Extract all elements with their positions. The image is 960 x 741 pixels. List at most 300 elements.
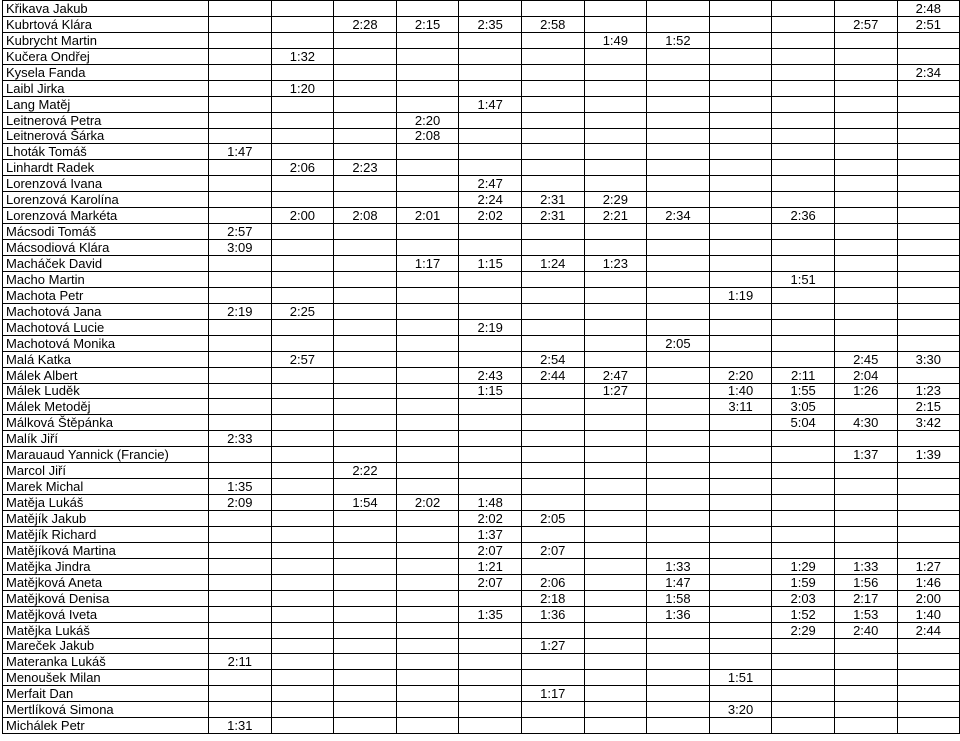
time-cell xyxy=(271,240,334,256)
time-cell xyxy=(271,558,334,574)
time-cell xyxy=(209,80,272,96)
time-cell xyxy=(459,1,522,17)
time-cell xyxy=(271,112,334,128)
time-cell xyxy=(897,240,960,256)
runner-name: Málková Štěpánka xyxy=(3,415,209,431)
time-cell xyxy=(459,144,522,160)
time-cell xyxy=(521,48,584,64)
time-cell xyxy=(396,160,459,176)
time-cell xyxy=(897,32,960,48)
time-cell xyxy=(647,64,710,80)
time-cell xyxy=(897,431,960,447)
time-cell xyxy=(209,271,272,287)
table-row xyxy=(3,463,960,479)
time-cell xyxy=(271,224,334,240)
time-cell xyxy=(834,670,897,686)
time-cell xyxy=(209,32,272,48)
table-row xyxy=(3,622,960,638)
time-cell xyxy=(209,64,272,80)
time-cell xyxy=(271,670,334,686)
time-cell: 2:08 xyxy=(334,208,397,224)
time-cell xyxy=(396,463,459,479)
table-row xyxy=(3,303,960,319)
time-cell xyxy=(584,319,647,335)
time-cell xyxy=(834,160,897,176)
time-cell xyxy=(897,271,960,287)
time-cell xyxy=(834,287,897,303)
time-cell: 2:22 xyxy=(334,463,397,479)
time-cell xyxy=(271,176,334,192)
runner-name: Materanka Lukáš xyxy=(3,654,209,670)
time-cell xyxy=(209,319,272,335)
time-cell xyxy=(459,287,522,303)
time-cell xyxy=(584,303,647,319)
time-cell xyxy=(709,622,772,638)
time-cell xyxy=(647,240,710,256)
time-cell xyxy=(521,240,584,256)
time-cell xyxy=(584,574,647,590)
time-cell xyxy=(209,367,272,383)
time-cell xyxy=(521,447,584,463)
time-cell xyxy=(709,319,772,335)
time-cell xyxy=(772,64,835,80)
time-cell: 2:36 xyxy=(772,208,835,224)
time-cell: 1:17 xyxy=(396,256,459,272)
time-cell xyxy=(584,511,647,527)
time-cell xyxy=(584,224,647,240)
runner-name: Lorenzová Karolína xyxy=(3,192,209,208)
time-cell xyxy=(772,112,835,128)
time-cell: 2:02 xyxy=(459,208,522,224)
time-cell: 2:47 xyxy=(459,176,522,192)
table-row xyxy=(3,16,960,32)
time-cell xyxy=(834,511,897,527)
time-cell: 1:20 xyxy=(271,80,334,96)
time-cell xyxy=(647,96,710,112)
table-row xyxy=(3,606,960,622)
time-cell xyxy=(521,96,584,112)
runner-name: Málek Luděk xyxy=(3,383,209,399)
time-cell xyxy=(209,606,272,622)
time-cell xyxy=(334,383,397,399)
time-cell xyxy=(709,558,772,574)
time-cell: 2:29 xyxy=(772,622,835,638)
table-row xyxy=(3,558,960,574)
runner-name: Matějková Aneta xyxy=(3,574,209,590)
time-cell xyxy=(271,64,334,80)
time-cell xyxy=(647,415,710,431)
time-cell: 2:44 xyxy=(521,367,584,383)
time-cell xyxy=(897,526,960,542)
time-cell: 2:23 xyxy=(334,160,397,176)
time-cell xyxy=(459,335,522,351)
time-cell xyxy=(209,702,272,718)
time-cell: 1:48 xyxy=(459,495,522,511)
time-cell: 2:31 xyxy=(521,208,584,224)
runner-name: Michálek Petr xyxy=(3,718,209,734)
time-cell: 2:57 xyxy=(834,16,897,32)
time-cell xyxy=(271,192,334,208)
time-cell xyxy=(709,335,772,351)
time-cell xyxy=(396,319,459,335)
time-cell xyxy=(396,718,459,734)
time-cell xyxy=(584,702,647,718)
table-row xyxy=(3,128,960,144)
time-cell xyxy=(584,558,647,574)
time-cell xyxy=(647,16,710,32)
time-cell xyxy=(334,542,397,558)
time-cell xyxy=(396,606,459,622)
time-cell xyxy=(834,335,897,351)
time-cell xyxy=(209,590,272,606)
time-cell xyxy=(834,192,897,208)
time-cell xyxy=(834,32,897,48)
time-cell xyxy=(647,447,710,463)
time-cell xyxy=(334,256,397,272)
time-cell xyxy=(897,176,960,192)
time-cell xyxy=(709,271,772,287)
runner-name: Matěja Lukáš xyxy=(3,495,209,511)
time-cell xyxy=(459,654,522,670)
time-cell: 2:06 xyxy=(521,574,584,590)
runner-name: Merfait Dan xyxy=(3,686,209,702)
time-cell xyxy=(521,271,584,287)
time-cell xyxy=(396,686,459,702)
time-cell: 2:34 xyxy=(897,64,960,80)
time-cell xyxy=(209,48,272,64)
time-cell xyxy=(584,80,647,96)
time-cell xyxy=(709,1,772,17)
time-cell: 1:40 xyxy=(897,606,960,622)
time-cell: 1:15 xyxy=(459,256,522,272)
time-cell xyxy=(396,351,459,367)
time-cell: 1:37 xyxy=(834,447,897,463)
time-cell xyxy=(647,319,710,335)
time-cell xyxy=(209,638,272,654)
results-table xyxy=(2,0,960,734)
time-cell xyxy=(709,495,772,511)
time-cell xyxy=(647,383,710,399)
time-cell xyxy=(521,144,584,160)
time-cell xyxy=(647,622,710,638)
time-cell xyxy=(396,144,459,160)
time-cell xyxy=(521,718,584,734)
table-row xyxy=(3,542,960,558)
time-cell: 2:07 xyxy=(459,542,522,558)
time-cell xyxy=(334,351,397,367)
time-cell: 1:15 xyxy=(459,383,522,399)
time-cell xyxy=(396,415,459,431)
time-cell: 2:19 xyxy=(459,319,522,335)
time-cell: 1:19 xyxy=(709,287,772,303)
time-cell xyxy=(271,479,334,495)
time-cell xyxy=(396,558,459,574)
time-cell xyxy=(271,383,334,399)
time-cell xyxy=(772,224,835,240)
time-cell xyxy=(647,256,710,272)
time-cell xyxy=(834,224,897,240)
time-cell xyxy=(647,287,710,303)
time-cell xyxy=(271,463,334,479)
time-cell: 1:59 xyxy=(772,574,835,590)
time-cell xyxy=(271,32,334,48)
runner-name: Matějík Richard xyxy=(3,526,209,542)
runner-name: Malá Katka xyxy=(3,351,209,367)
time-cell: 2:28 xyxy=(334,16,397,32)
time-cell xyxy=(396,287,459,303)
time-cell xyxy=(647,351,710,367)
time-cell xyxy=(521,670,584,686)
time-cell xyxy=(459,431,522,447)
time-cell xyxy=(209,287,272,303)
time-cell: 2:04 xyxy=(834,367,897,383)
time-cell xyxy=(521,431,584,447)
table-row xyxy=(3,287,960,303)
table-row xyxy=(3,670,960,686)
time-cell xyxy=(647,192,710,208)
time-cell xyxy=(459,447,522,463)
time-cell xyxy=(396,367,459,383)
time-cell xyxy=(834,479,897,495)
time-cell xyxy=(334,415,397,431)
time-cell xyxy=(334,526,397,542)
table-row xyxy=(3,64,960,80)
time-cell xyxy=(584,160,647,176)
runner-name: Kučera Ondřej xyxy=(3,48,209,64)
time-cell xyxy=(459,224,522,240)
time-cell xyxy=(459,399,522,415)
table-row xyxy=(3,112,960,128)
time-cell xyxy=(334,319,397,335)
time-cell xyxy=(897,718,960,734)
runner-name: Machota Petr xyxy=(3,287,209,303)
time-cell xyxy=(209,192,272,208)
time-cell xyxy=(647,128,710,144)
time-cell xyxy=(897,224,960,240)
time-cell xyxy=(834,431,897,447)
time-cell: 1:33 xyxy=(647,558,710,574)
time-cell: 1:36 xyxy=(647,606,710,622)
time-cell: 2:43 xyxy=(459,367,522,383)
time-cell xyxy=(271,574,334,590)
time-cell xyxy=(271,686,334,702)
time-cell: 2:35 xyxy=(459,16,522,32)
time-cell xyxy=(271,495,334,511)
time-cell xyxy=(834,718,897,734)
time-cell xyxy=(647,1,710,17)
runner-name: Macháček David xyxy=(3,256,209,272)
time-cell xyxy=(584,622,647,638)
time-cell xyxy=(459,463,522,479)
time-cell xyxy=(334,80,397,96)
runner-name: Lorenzová Ivana xyxy=(3,176,209,192)
time-cell xyxy=(271,431,334,447)
time-cell xyxy=(459,240,522,256)
time-cell xyxy=(647,144,710,160)
time-cell: 1:47 xyxy=(209,144,272,160)
time-cell xyxy=(584,654,647,670)
time-cell xyxy=(897,80,960,96)
table-row xyxy=(3,208,960,224)
time-cell xyxy=(647,526,710,542)
time-cell xyxy=(584,112,647,128)
time-cell xyxy=(334,511,397,527)
time-cell xyxy=(897,542,960,558)
time-cell: 2:33 xyxy=(209,431,272,447)
time-cell xyxy=(772,511,835,527)
time-cell: 1:52 xyxy=(772,606,835,622)
time-cell: 2:02 xyxy=(459,511,522,527)
time-cell: 3:11 xyxy=(709,399,772,415)
time-cell xyxy=(772,287,835,303)
time-cell xyxy=(772,463,835,479)
time-cell xyxy=(584,526,647,542)
time-cell xyxy=(334,64,397,80)
time-cell xyxy=(709,590,772,606)
time-cell xyxy=(521,479,584,495)
time-cell xyxy=(271,335,334,351)
time-cell xyxy=(897,335,960,351)
time-cell xyxy=(647,638,710,654)
time-cell xyxy=(709,526,772,542)
time-cell xyxy=(709,112,772,128)
time-cell xyxy=(271,319,334,335)
time-cell xyxy=(334,192,397,208)
time-cell xyxy=(584,431,647,447)
time-cell xyxy=(772,495,835,511)
time-cell xyxy=(334,1,397,17)
time-cell xyxy=(709,48,772,64)
table-row xyxy=(3,192,960,208)
time-cell: 1:27 xyxy=(584,383,647,399)
time-cell xyxy=(584,542,647,558)
time-cell xyxy=(772,256,835,272)
time-cell xyxy=(209,128,272,144)
time-cell xyxy=(271,415,334,431)
time-cell: 1:47 xyxy=(647,574,710,590)
time-cell xyxy=(334,303,397,319)
time-cell xyxy=(271,287,334,303)
time-cell xyxy=(209,558,272,574)
time-cell xyxy=(772,702,835,718)
time-cell xyxy=(209,463,272,479)
time-cell: 2:21 xyxy=(584,208,647,224)
time-cell xyxy=(396,622,459,638)
time-cell xyxy=(897,96,960,112)
time-cell xyxy=(709,638,772,654)
time-cell xyxy=(521,1,584,17)
time-cell: 2:19 xyxy=(209,303,272,319)
time-cell xyxy=(584,590,647,606)
time-cell: 1:23 xyxy=(897,383,960,399)
time-cell xyxy=(459,479,522,495)
time-cell xyxy=(834,128,897,144)
time-cell: 3:42 xyxy=(897,415,960,431)
time-cell: 2:06 xyxy=(271,160,334,176)
time-cell xyxy=(584,606,647,622)
time-cell xyxy=(396,431,459,447)
runner-name: Mareček Jakub xyxy=(3,638,209,654)
time-cell xyxy=(709,256,772,272)
time-cell xyxy=(647,542,710,558)
time-cell xyxy=(334,702,397,718)
time-cell xyxy=(459,271,522,287)
time-cell xyxy=(897,48,960,64)
time-cell xyxy=(584,96,647,112)
table-row xyxy=(3,256,960,272)
time-cell: 2:02 xyxy=(396,495,459,511)
time-cell xyxy=(834,96,897,112)
table-row xyxy=(3,718,960,734)
time-cell xyxy=(584,271,647,287)
table-row xyxy=(3,335,960,351)
time-cell xyxy=(209,16,272,32)
runner-name: Málek Metoděj xyxy=(3,399,209,415)
time-cell xyxy=(521,654,584,670)
time-cell xyxy=(334,447,397,463)
time-cell xyxy=(584,48,647,64)
time-cell xyxy=(396,670,459,686)
time-cell xyxy=(709,96,772,112)
time-cell xyxy=(647,224,710,240)
time-cell xyxy=(584,415,647,431)
time-cell xyxy=(396,80,459,96)
time-cell: 1:51 xyxy=(772,271,835,287)
time-cell xyxy=(396,224,459,240)
time-cell xyxy=(334,590,397,606)
time-cell xyxy=(459,64,522,80)
time-cell xyxy=(834,542,897,558)
time-cell xyxy=(897,208,960,224)
time-cell: 2:09 xyxy=(209,495,272,511)
runner-name: Machotová Monika xyxy=(3,335,209,351)
time-cell: 2:48 xyxy=(897,1,960,17)
time-cell xyxy=(521,319,584,335)
time-cell xyxy=(834,319,897,335)
table-row xyxy=(3,702,960,718)
time-cell xyxy=(647,479,710,495)
runner-name: Kysela Fanda xyxy=(3,64,209,80)
time-cell xyxy=(834,526,897,542)
time-cell xyxy=(396,176,459,192)
time-cell xyxy=(334,271,397,287)
time-cell xyxy=(271,638,334,654)
time-cell xyxy=(459,160,522,176)
time-cell xyxy=(334,112,397,128)
table-row xyxy=(3,144,960,160)
time-cell xyxy=(834,686,897,702)
time-cell: 1:40 xyxy=(709,383,772,399)
time-cell xyxy=(209,526,272,542)
runner-name: Leitnerová Petra xyxy=(3,112,209,128)
time-cell: 3:09 xyxy=(209,240,272,256)
time-cell xyxy=(834,702,897,718)
time-cell xyxy=(834,144,897,160)
time-cell xyxy=(584,335,647,351)
time-cell xyxy=(584,670,647,686)
time-cell xyxy=(334,686,397,702)
time-cell xyxy=(271,447,334,463)
time-cell xyxy=(209,335,272,351)
time-cell: 3:30 xyxy=(897,351,960,367)
time-cell xyxy=(521,80,584,96)
time-cell xyxy=(334,287,397,303)
time-cell xyxy=(772,351,835,367)
time-cell xyxy=(772,654,835,670)
runner-name: Matějková Denisa xyxy=(3,590,209,606)
runner-name: Marcol Jiří xyxy=(3,463,209,479)
time-cell: 2:11 xyxy=(772,367,835,383)
